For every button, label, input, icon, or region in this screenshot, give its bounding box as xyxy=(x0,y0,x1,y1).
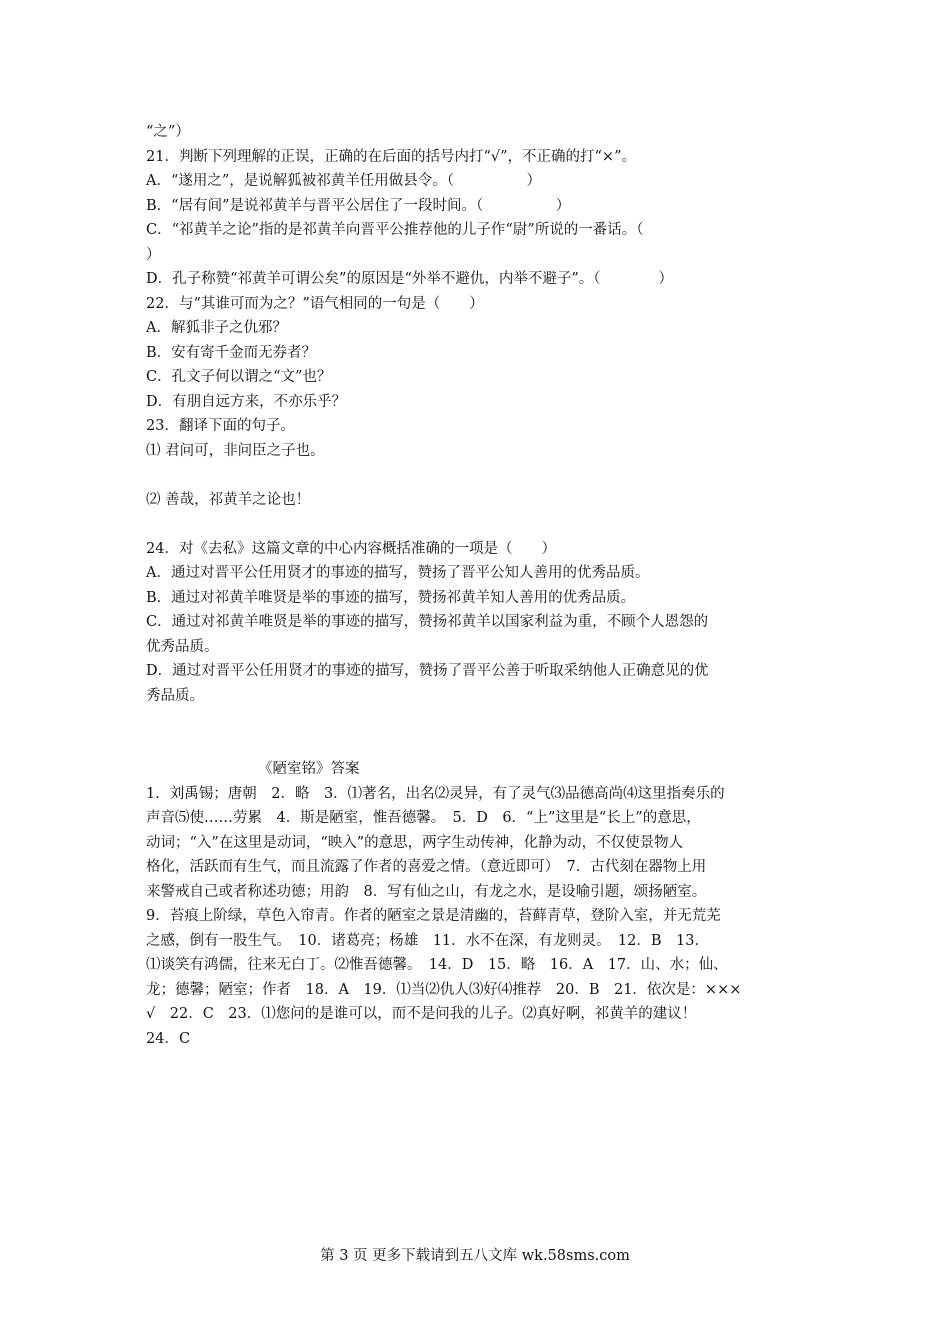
answer-line: 龙；德馨；陋室；作者 18．A 19．⑴当⑵仇人⑶好⑷推荐 20．B 21．依次是：××× xyxy=(146,981,742,998)
question-21 xyxy=(146,145,822,292)
answer-line: 动词；“入”在这里是动词，“映入”的意思，两字生动传神，化静为动，不仅使景物人 xyxy=(146,834,684,851)
answer-line: 格化，活跃而有生气，而且流露了作者的喜爱之情。（意近即可） 7．古代刻在器物上用 xyxy=(146,859,707,875)
answer-line: 声音⑸使……劳累 4．斯是陋室，惟吾德馨。 5．D 6．“上”这里是“长上”的意思， xyxy=(146,810,701,826)
question-21-option-d: D．孔子称赞“祁黄羊可谓公矣”的原因是“外举不避仇，内举不避子”。（ ） xyxy=(146,271,674,287)
answer-line: 之感，倒有一股生气。 10．诸葛亮；杨雄 11．水不在深，有龙则灵。 12．B 13． xyxy=(146,932,709,949)
answer-line: ⑴谈笑有鸿儒，往来无白丁。⑵惟吾德馨。 14．D 15．略 16．A 17．山、水；仙、 xyxy=(146,957,728,973)
question-24-option-c-line1: C．通过对祁黄羊唯贤是举的事迹的描写，赞扬祁黄羊以国家利益为重，不顾个人恩怨的 xyxy=(146,614,709,630)
question-24-option-b: B．通过对祁黄羊唯贤是举的事迹的描写，赞扬祁黄羊知人善用的优秀品质。 xyxy=(146,589,636,606)
answers-title: 《陋室铭》答案 xyxy=(258,761,360,777)
question-24 xyxy=(146,537,822,709)
question-21-option-b: B．“居有间”是说祁黄羊与晋平公居住了一段时间。（ ） xyxy=(146,197,571,214)
question-22-option-d: D．有朋自远方来，不亦乐乎？ xyxy=(146,393,347,410)
section-spacer xyxy=(146,708,822,757)
question-23-stem: 23．翻译下面的句子。 xyxy=(146,418,295,434)
question-21-option-c-line1: C．“祁黄羊之论”指的是祁黄羊向晋平公推荐他的儿子作“尉”所说的一番话。（ xyxy=(146,222,644,238)
question-21-stem: 21．判断下列理解的正误，正确的在后面的括号内打“√”，不正确的打“×”。 xyxy=(146,148,636,165)
question-24-option-d-line2: 秀品质。 xyxy=(146,687,204,704)
answer-space xyxy=(146,512,822,537)
answer-space xyxy=(146,463,822,488)
answer-line: 1．刘禹锡；唐朝 2．略 3．⑴著名，出名⑵灵异，有了灵气⑶品德高尚⑷这里指奏乐的 xyxy=(146,785,725,802)
answer-line: 来警戒自己或者称述功德；用韵 8．写有仙之山，有龙之水，是设喻引题，颂扬陋室。 xyxy=(146,883,707,900)
question-24-option-c-line2: 优秀品质。 xyxy=(146,638,219,655)
question-21-option-a: A．“遂用之”，是说解狐被祁黄羊任用做县令。（ ） xyxy=(146,173,542,189)
question-21-option-c-line2: ） xyxy=(146,246,161,263)
question-24-stem: 24．对《去私》这篇文章的中心内容概括准确的一项是（ ） xyxy=(146,540,556,557)
question-23-sentence-2: ⑵ 善哉，祁黄羊之论也！ xyxy=(146,491,311,508)
question-22-option-b: B．安有寄千金而无券者？ xyxy=(146,344,317,361)
question-24-option-a: A．通过对晋平公任用贤才的事迹的描写，赞扬了晋平公知人善用的优秀品质。 xyxy=(146,565,650,581)
answer-line: √ 22．C 23．⑴您问的是谁可以，而不是问我的儿子。⑵真好啊，祁黄羊的建议！ xyxy=(146,1006,697,1022)
answer-line: 24．C xyxy=(146,1030,191,1047)
question-22-option-a: A．解狐非子之仇邪？ xyxy=(146,320,287,336)
question-22-option-c: C．孔文子何以谓之“文”也？ xyxy=(146,369,332,385)
page-footer: 第 3 页 更多下载请到五八文库 wk.58sms.com xyxy=(320,1248,630,1264)
question-23-sentence-1: ⑴ 君问可，非问臣之子也。 xyxy=(146,442,325,459)
page-content xyxy=(146,120,822,1051)
question-24-option-d-line1: D．通过对晋平公任用贤才的事迹的描写，赞扬了晋平公善于听取采纳他人正确意见的优 xyxy=(146,663,709,679)
answers-body xyxy=(146,782,822,1052)
answers-section xyxy=(146,757,822,1051)
top-fragment: “之”） xyxy=(146,124,190,140)
question-23 xyxy=(146,414,822,537)
question-22-stem: 22．与“其谁可而为之？”语气相同的一句是（ ） xyxy=(146,295,484,312)
question-22 xyxy=(146,292,822,415)
answer-line: 9．苔痕上阶绿，草色入帘青。作者的陋室之景是清幽的，苔藓青草，登阶入室，并无荒芜 xyxy=(146,908,721,924)
